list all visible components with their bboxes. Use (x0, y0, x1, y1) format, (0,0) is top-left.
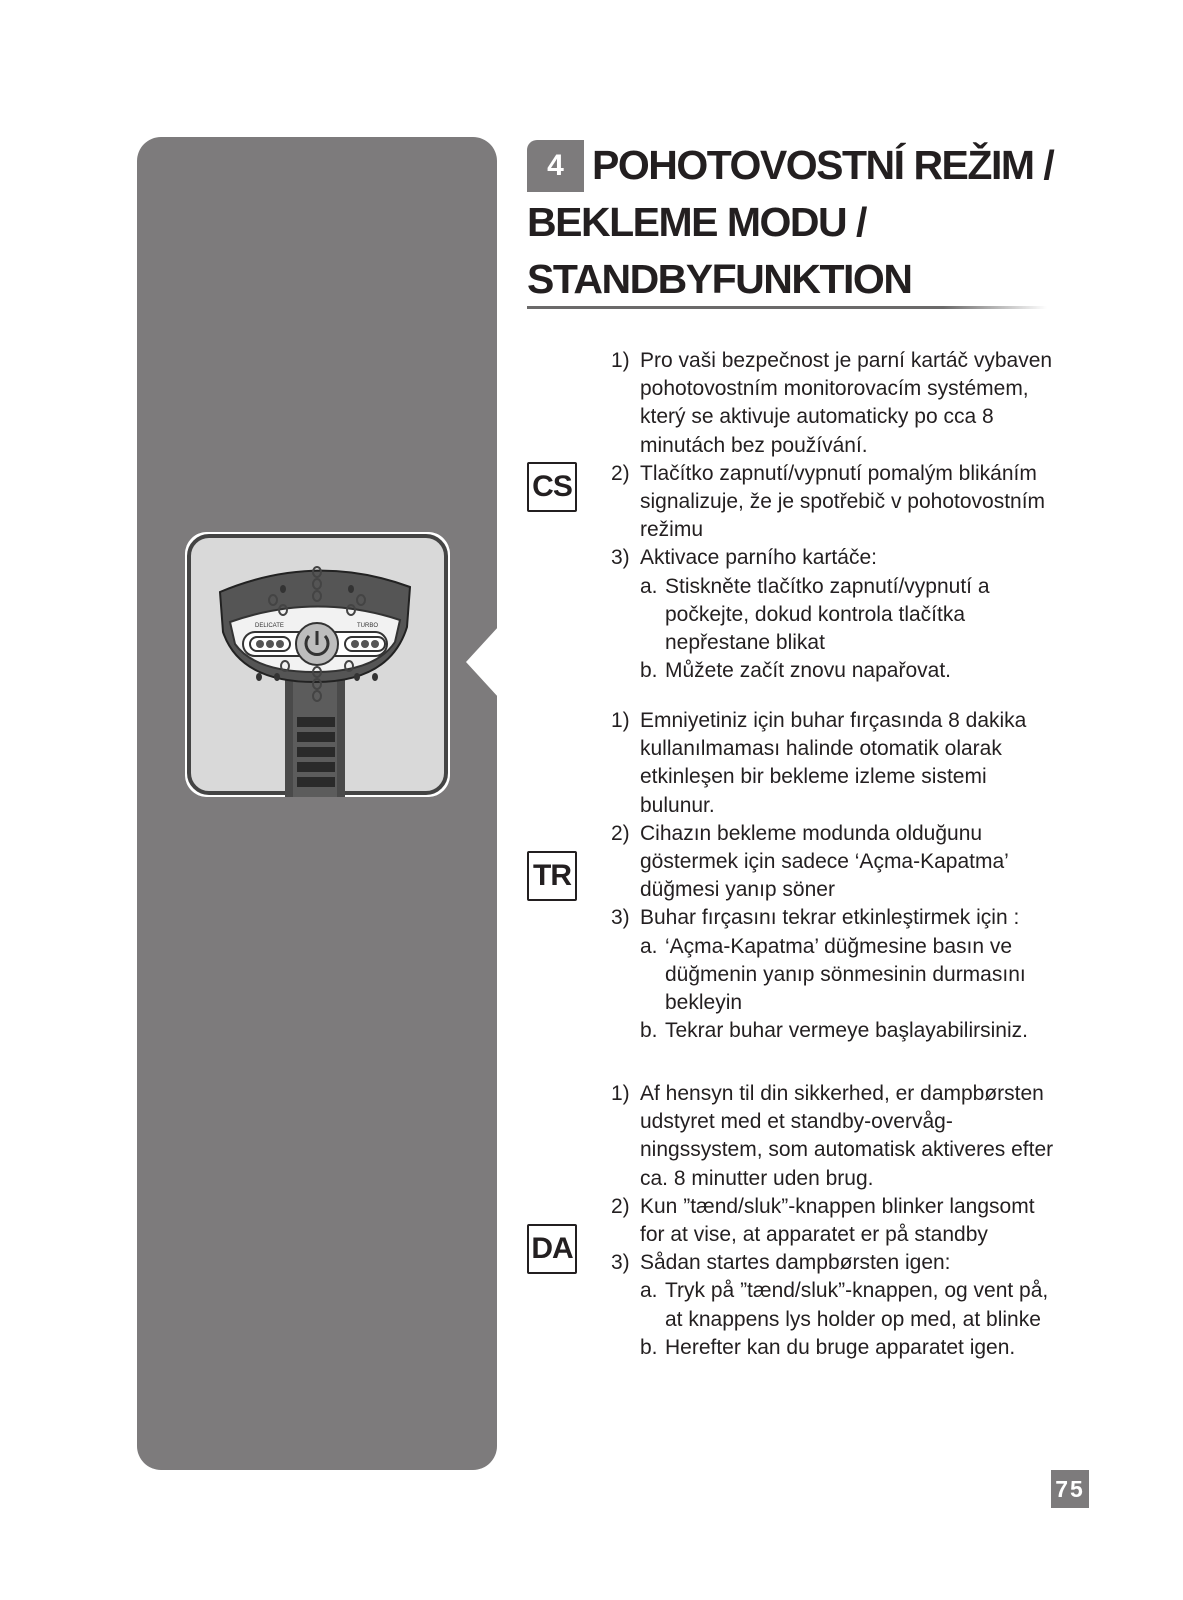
delicate-label: DELICATE (255, 623, 284, 629)
list-item: 2) Kun ”tænd/sluk”-knappen blinker langsomt for at vise, at apparatet er på standby (611, 1194, 1035, 1247)
side-panel (137, 137, 497, 1470)
heading-line-3: STANDBYFUNKTION (527, 256, 912, 302)
steamer-control-illustration (185, 532, 450, 797)
section-tr (611, 707, 1061, 1045)
list-sub-item: a. Stiskněte tlačítko zapnutí/vypnutí a počkejte, dokud kontrola tlačítka nepřestane blikat (640, 574, 990, 655)
section-cs (611, 347, 1061, 685)
list-item: 3) Buhar fırçasını tekrar etkinleştirmek için : (611, 906, 1020, 930)
lang-badge-cs: CS (527, 462, 577, 512)
list-item: 3) Aktivace parního kartáče: (611, 546, 877, 570)
page-number: 75 (1051, 1470, 1089, 1508)
heading-line-2: BEKLEME MODU / (527, 199, 866, 245)
steamer-handle-drawing (185, 532, 450, 797)
section-number: 4 (527, 140, 584, 192)
list-sub-item: a. Tryk på ”tænd/sluk”-knappen, og vent på, at knappens lys holder op med, at blinke (640, 1279, 1049, 1331)
panel-notch (466, 626, 499, 698)
lang-badge-da: DA (527, 1224, 577, 1274)
list-item: 1) Af hensyn til din sikkerhed, er dampbørsten udstyret med et standby-overvågningssystem, som automatisk aktiveres efter ca. 8 minutter uden brug. (611, 1082, 1054, 1190)
heading-line-1: POHOTOVOSTNÍ REŽIM / (592, 142, 1054, 188)
list-item: 2) Cihazın bekleme modunda olduğunu göstermek için sadece ‘Açma-Kapatma’ düğmesi yanıp söner (611, 821, 1009, 902)
list-item: 3) Sådan startes dampbørsten igen: (611, 1251, 951, 1275)
list-item: 1) Emniyetiniz için buhar fırçasında 8 dakika kullanılmaması halinde otomatik olarak etkinleşen bir bekleme izleme sistemi bulunur. (611, 709, 1027, 817)
section-da (611, 1080, 1061, 1362)
turbo-label: TURBO (357, 623, 378, 629)
lang-badge-tr: TR (527, 851, 577, 901)
list-item: 2) Tlačítko zapnutí/vypnutí pomalým blikáním signalizuje, že je spotřebič v pohotovostním režimu (611, 461, 1046, 542)
list-sub-item: b. Tekrar buhar vermeye başlayabilirsiniz. (640, 1019, 1028, 1043)
heading-rule (527, 306, 1047, 309)
list-item: 1) Pro vaši bezpečnost je parní kartáč vybaven pohotovostním monitorovacím systémem, který se aktivuje automaticky po cca 8 minutách bez používání. (611, 349, 1053, 457)
list-sub-item: a. ‘Açma-Kapatma’ düğmesine basın ve düğmenin yanıp sönmesinin durmasını bekleyin (640, 934, 1026, 1015)
list-sub-item: b. Herefter kan du bruge apparatet igen. (640, 1335, 1016, 1359)
list-sub-item: b. Můžete začít znovu napařovat. (640, 659, 951, 683)
